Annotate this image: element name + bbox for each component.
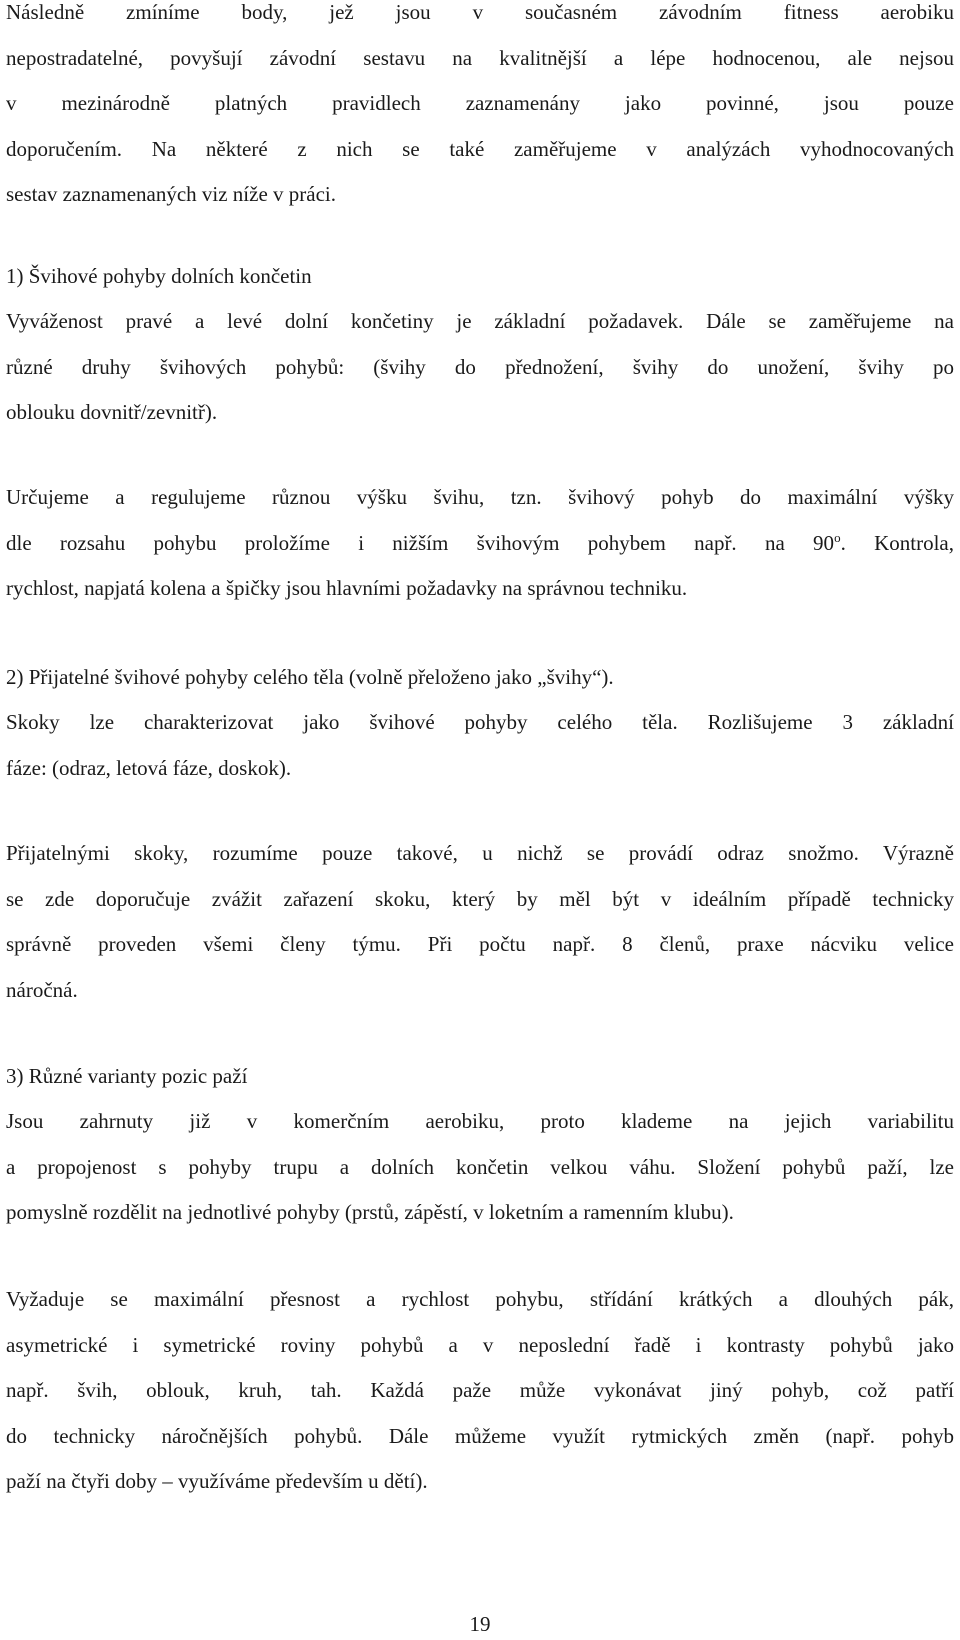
paragraph-section-1: [6, 299, 954, 436]
text-segment: . Kontrola,: [840, 530, 954, 555]
text-line: sestav zaznamenaných viz níže v práci.: [6, 182, 337, 206]
text-line: správně proveden všemi členy týmu. Při počtu např. 8 členů, praxe nácviku velice: [6, 932, 954, 956]
text-line: asymetrické i symetrické roviny pohybů a v neposlední řadě i kontrasty pohybů jako: [6, 1332, 954, 1357]
text-line: do technicky náročnějších pohybů. Dále můžeme využít rytmických změn (např. pohyb: [6, 1423, 954, 1448]
section-heading-1: 1) Švihové pohyby dolních končetin: [6, 264, 312, 288]
paragraph-swing-height: [6, 475, 954, 612]
text-line: rychlost, napjatá kolena a špičky jsou hlavními požadavky na správnou techniku.: [6, 576, 688, 600]
text-line-with-superscript: [6, 521, 954, 567]
text-line: Následně zmíníme body, jež jsou v současném závodním fitness aerobiku: [6, 0, 954, 24]
text-line: Vyžaduje se maximální přesnost a rychlost pohybu, střídání krátkých a dlouhých pák,: [6, 1287, 954, 1311]
text-line: pomyslně rozdělit na jednotlivé pohyby (prstů, zápěstí, v loketním a ramenním klubu).: [6, 1200, 734, 1224]
text-line: náročná.: [6, 977, 78, 1002]
text-line: a propojenost s pohyby trupu a dolních končetin velkou váhu. Složení pohybů paží, lze: [6, 1154, 954, 1179]
text-line: nepostradatelné, povyšují závodní sestavu na kvalitnější a lépe hodnocenou, ale nejsou: [6, 45, 954, 70]
text-line: doporučením. Na některé z nich se také zaměřujeme v analýzách vyhodnocovaných: [6, 136, 954, 161]
text-line: Vyváženost pravé a levé dolní končetiny je základní požadavek. Dále se zaměřujeme na: [6, 309, 954, 333]
paragraph-jumps: [6, 831, 954, 1013]
text-line: různé druhy švihových pohybů: (švihy do přednožení, švihy do unožení, švihy po: [6, 354, 954, 379]
paragraph-precision: [6, 1277, 954, 1505]
text-line: paží na čtyři doby – využíváme především u dětí).: [6, 1469, 428, 1493]
degree-superscript: o: [834, 529, 841, 545]
paragraph-intro: [6, 0, 954, 218]
text-line: Určujeme a regulujeme různou výšku švihu, tzn. švihový pohyb do maximální výšky: [6, 485, 954, 509]
section-heading-3: 3) Různé varianty pozic paží: [6, 1064, 248, 1088]
text-line: oblouku dovnitř/zevnitř).: [6, 400, 218, 424]
section-heading-2: 2) Přijatelné švihové pohyby celého těla (volně přeloženo jako „švihy“).: [6, 665, 614, 689]
text-line: Jsou zahrnuty již v komerčním aerobiku, proto klademe na jejich variabilitu: [6, 1109, 954, 1133]
text-line: se zde doporučuje zvážit zařazení skoku, který by měl být v ideálním případě technicky: [6, 886, 954, 911]
page-number: 19: [469, 1612, 491, 1636]
paragraph-section-2: [6, 700, 954, 791]
text-line: v mezinárodně platných pravidlech zaznamenány jako povinné, jsou pouze: [6, 91, 954, 115]
text-line: fáze: (odraz, letová fáze, doskok).: [6, 755, 292, 780]
paragraph-section-3: [6, 1099, 954, 1236]
text-line: Skoky lze charakterizovat jako švihové pohyby celého těla. Rozlišujeme 3 základní: [6, 710, 954, 734]
text-segment: dle rozsahu pohybu proložíme i nižším švihovým pohybem např. na 90: [6, 530, 835, 555]
text-line: např. švih, oblouk, kruh, tah. Každá paže může vykonávat jiný pohyb, což patří: [6, 1378, 954, 1402]
text-line: Přijatelnými skoky, rozumíme pouze takové, u nichž se provádí odraz snožmo. Výrazně: [6, 841, 954, 865]
